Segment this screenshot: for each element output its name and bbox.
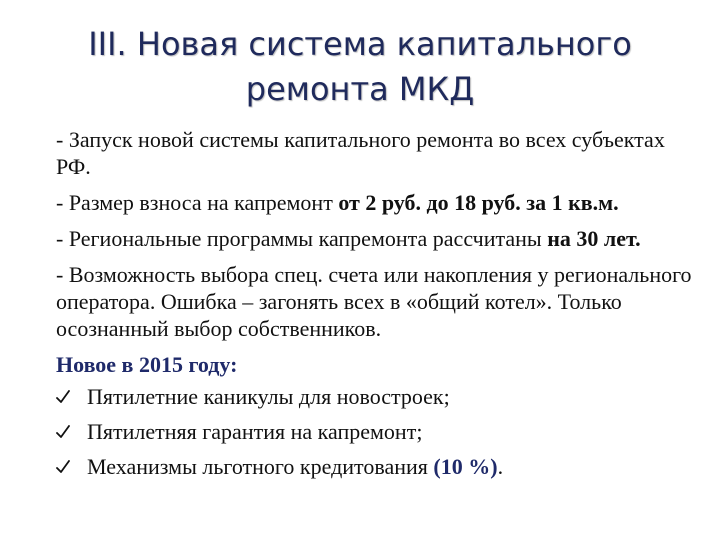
paragraph-programs (56, 225, 696, 252)
checkmark-icon (56, 459, 70, 475)
list-item (56, 383, 696, 410)
paragraph-fee-text: - Размер взноса на капремонт (56, 190, 339, 215)
list-item-suffix: . (497, 454, 504, 479)
slide-title-line-2: ремонта МКД (245, 70, 475, 108)
list-item-text: Пятилетняя гарантия на капремонт; (87, 419, 423, 444)
section-heading-new-2015: Новое в 2015 году: (56, 352, 238, 377)
paragraph-launch: - Запуск новой системы капитального ремонта во всех субъектах РФ. (56, 127, 665, 179)
paragraph-fee (56, 189, 696, 216)
paragraph-programs-term: на 30 лет. (547, 226, 641, 251)
list-item (56, 453, 696, 480)
list-item-text: Механизмы льготного кредитования (87, 454, 434, 479)
new-2015-list (56, 383, 696, 480)
checkmark-icon (56, 389, 70, 405)
slide-body (56, 126, 696, 488)
paragraph-fee-amount: от 2 руб. до 18 руб. за 1 кв.м. (338, 190, 619, 215)
list-item-text: Пятилетние каникулы для новостроек; (87, 384, 450, 409)
slide-title (0, 22, 720, 112)
paragraph-choice: - Возможность выбора спец. счета или накопления у регионального оператора. Ошибка – загонять всех в «общий котел». Только осознанный выбор собственников. (56, 262, 692, 341)
slide-title-line-1: III. Новая система капитального (88, 25, 632, 63)
paragraph-programs-text: - Региональные программы капремонта рассчитаны (56, 226, 548, 251)
checkmark-icon (56, 424, 70, 440)
list-item-rate: (10 %) (433, 454, 498, 479)
list-item (56, 418, 696, 445)
